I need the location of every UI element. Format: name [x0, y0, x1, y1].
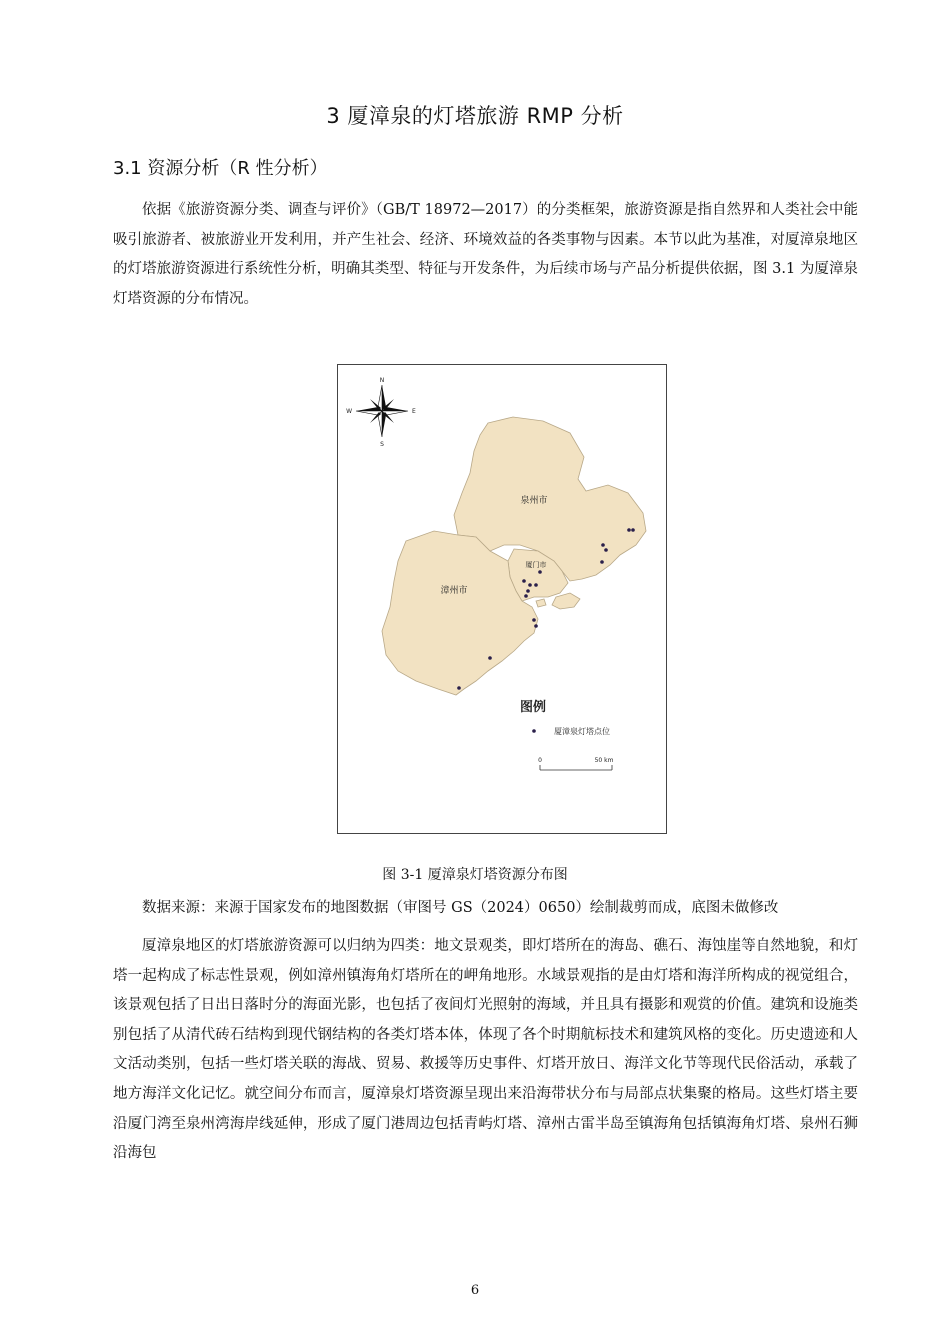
scale-bar — [540, 765, 612, 770]
scale-start-label: 0 — [538, 757, 542, 764]
compass-w-label: W — [346, 408, 352, 415]
lighthouse-point — [524, 594, 528, 598]
section-heading: 3.1 资源分析（R 性分析） — [113, 158, 328, 179]
lighthouse-point — [534, 583, 538, 587]
zhangzhou-label: 漳州市 — [440, 586, 468, 596]
map-canvas — [338, 365, 668, 835]
lighthouse-distribution-map — [337, 364, 667, 834]
chapter-title: 3 厦漳泉的灯塔旅游 RMP 分析 — [326, 104, 624, 128]
intro-paragraph: 依据《旅游资源分类、调查与评价》（GB/T 18972—2017）的分类框架，旅游资源是指自然界和人类社会中能吸引旅游者、被旅游业开发利用，并产生社会、经济、环境效益的各类事物与因素。本节以此为基准，对厦漳泉地区的灯塔旅游资源进行系统性分析，明确其类型、特征与开发条件，为后续市场与产品分析提供依据，图 3.1 为厦漳泉灯塔资源的分布情况。 — [113, 202, 858, 307]
lighthouse-point — [627, 528, 631, 532]
lighthouse-point — [457, 686, 461, 690]
lighthouse-point — [534, 624, 538, 628]
lighthouse-point — [522, 579, 526, 583]
lighthouse-point — [600, 560, 604, 564]
scale-end-label: 50 km — [594, 757, 614, 764]
island-shape — [552, 593, 580, 609]
xiamen-label: 厦门市 — [525, 561, 547, 569]
lighthouse-point — [538, 570, 542, 574]
legend-point-icon — [532, 729, 536, 733]
compass-s-label: S — [380, 441, 384, 448]
body-paragraph: 厦漳泉地区的灯塔旅游资源可以归纳为四类：地文景观类，即灯塔所在的海岛、礁石、海蚀崖等自然地貌，和灯塔一起构成了标志性景观，例如漳州镇海角灯塔所在的岬角地形。水域景观指的是由灯塔和海洋所构成的视觉组合，该景观包括了日出日落时分的海面光影，也包括了夜间灯光照射的海域，并且具有摄影和观赏的价值。建筑和设施类别包括了从清代砖石结构到现代钢结构的各类灯塔本体，体现了各个时期航标技术和建筑风格的变化。历史遗迹和人文活动类别，包括一些灯塔关联的海战、贸易、救援等历史事件、灯塔开放日、海洋文化节等现代民俗活动，承载了地方海洋文化记忆。就空间分布而言，厦漳泉灯塔资源呈现出来沿海带状分布与局部点状集聚的格局。这些灯塔主要沿厦门湾至泉州湾海岸线延伸，形成了厦门港周边包括青屿灯塔、漳州古雷半岛至镇海角包括镇海角灯塔、泉州石狮沿海包 — [113, 938, 858, 1162]
lighthouse-point — [488, 656, 492, 660]
lighthouse-point — [604, 548, 608, 552]
legend-title: 图例 — [520, 700, 547, 715]
figure-caption: 图 3-1 厦漳泉灯塔资源分布图 — [382, 867, 568, 883]
island-shape — [536, 599, 546, 607]
lighthouse-point — [631, 528, 635, 532]
lighthouse-point — [526, 589, 530, 593]
compass-n-label: N — [379, 377, 385, 384]
lighthouse-point — [528, 583, 532, 587]
lighthouse-point — [532, 618, 536, 622]
page-number: 6 — [470, 1283, 480, 1298]
compass-rose-icon — [346, 377, 416, 448]
data-source-note: 数据来源：来源于国家发布的地图数据（审图号 GS（2024）0650）绘制裁剪而成，底图未做修改 — [142, 900, 779, 916]
quanzhou-label: 泉州市 — [520, 496, 548, 506]
legend-item-label: 厦漳泉灯塔点位 — [554, 727, 610, 736]
lighthouse-point — [601, 543, 605, 547]
compass-e-label: E — [412, 408, 416, 415]
